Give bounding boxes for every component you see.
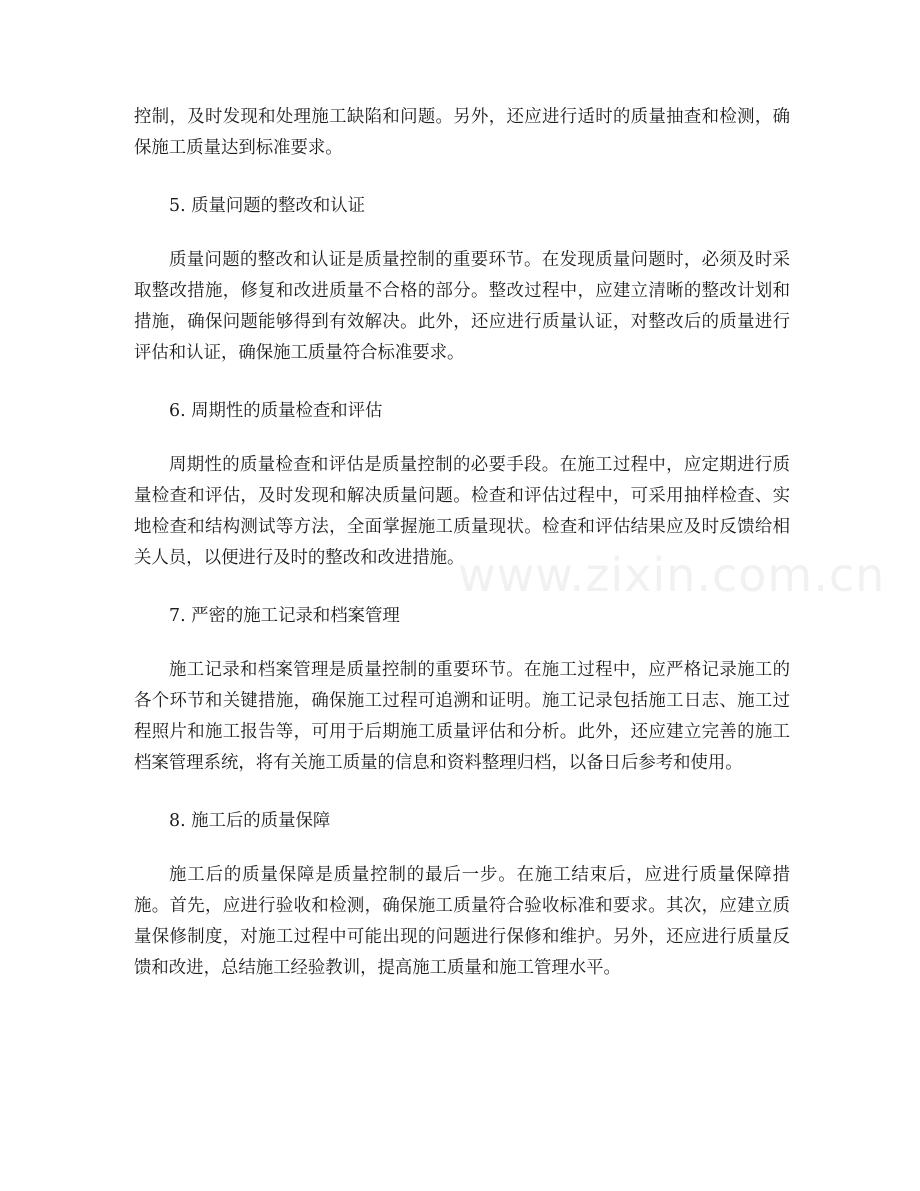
section-heading-8: 8. 施工后的质量保障 xyxy=(169,811,331,831)
section-heading-6: 6. 周期性的质量检查和评估 xyxy=(169,401,383,421)
section-heading-7: 7. 严密的施工记录和档案管理 xyxy=(169,606,400,626)
paragraph-continued: 控制，及时发现和处理施工缺陷和问题。另外，还应进行适时的质量抽查和检测，确保施工质量达到标准要求。 xyxy=(134,107,790,158)
paragraph-section-7: 施工记录和档案管理是质量控制的重要环节。在施工过程中，应严格记录施工的各个环节和关键措施，确保施工过程可追溯和证明。施工记录包括施工日志、施工过程照片和施工报告等，可用于后期施工质量评估和分析。此外，还应建立完善的施工档案管理系统，将有关施工质量的信息和资料整理归档，以备日后参考和使用。 xyxy=(134,660,790,773)
watermark-text: www.zixin.com.cn xyxy=(458,548,886,602)
document-body xyxy=(134,102,790,984)
paragraph-section-8: 施工后的质量保障是质量控制的最后一步。在施工结束后，应进行质量保障措施。首先，应进行验收和检测，确保施工质量符合验收标准和要求。其次，应建立质量保修制度，对施工过程中可能出现的问题进行保修和维护。另外，还应进行质量反馈和改进，总结施工经验教训，提高施工质量和施工管理水平。 xyxy=(134,865,790,978)
paragraph-section-5: 质量问题的整改和认证是质量控制的重要环节。在发现质量问题时，必须及时采取整改措施，修复和改进质量不合格的部分。整改过程中，应建立清晰的整改计划和措施，确保问题能够得到有效解决。此外，还应进行质量认证，对整改后的质量进行评估和认证，确保施工质量符合标准要求。 xyxy=(134,250,790,363)
paragraph-section-6: 周期性的质量检查和评估是质量控制的必要手段。在施工过程中，应定期进行质量检查和评估，及时发现和解决质量问题。检查和评估过程中，可采用抽样检查、实地检查和结构测试等方法，全面掌握施工质量现状。检查和评估结果应及时反馈给相关人员，以便进行及时的整改和改进措施。 xyxy=(134,455,790,568)
section-heading-5: 5. 质量问题的整改和认证 xyxy=(169,196,366,216)
